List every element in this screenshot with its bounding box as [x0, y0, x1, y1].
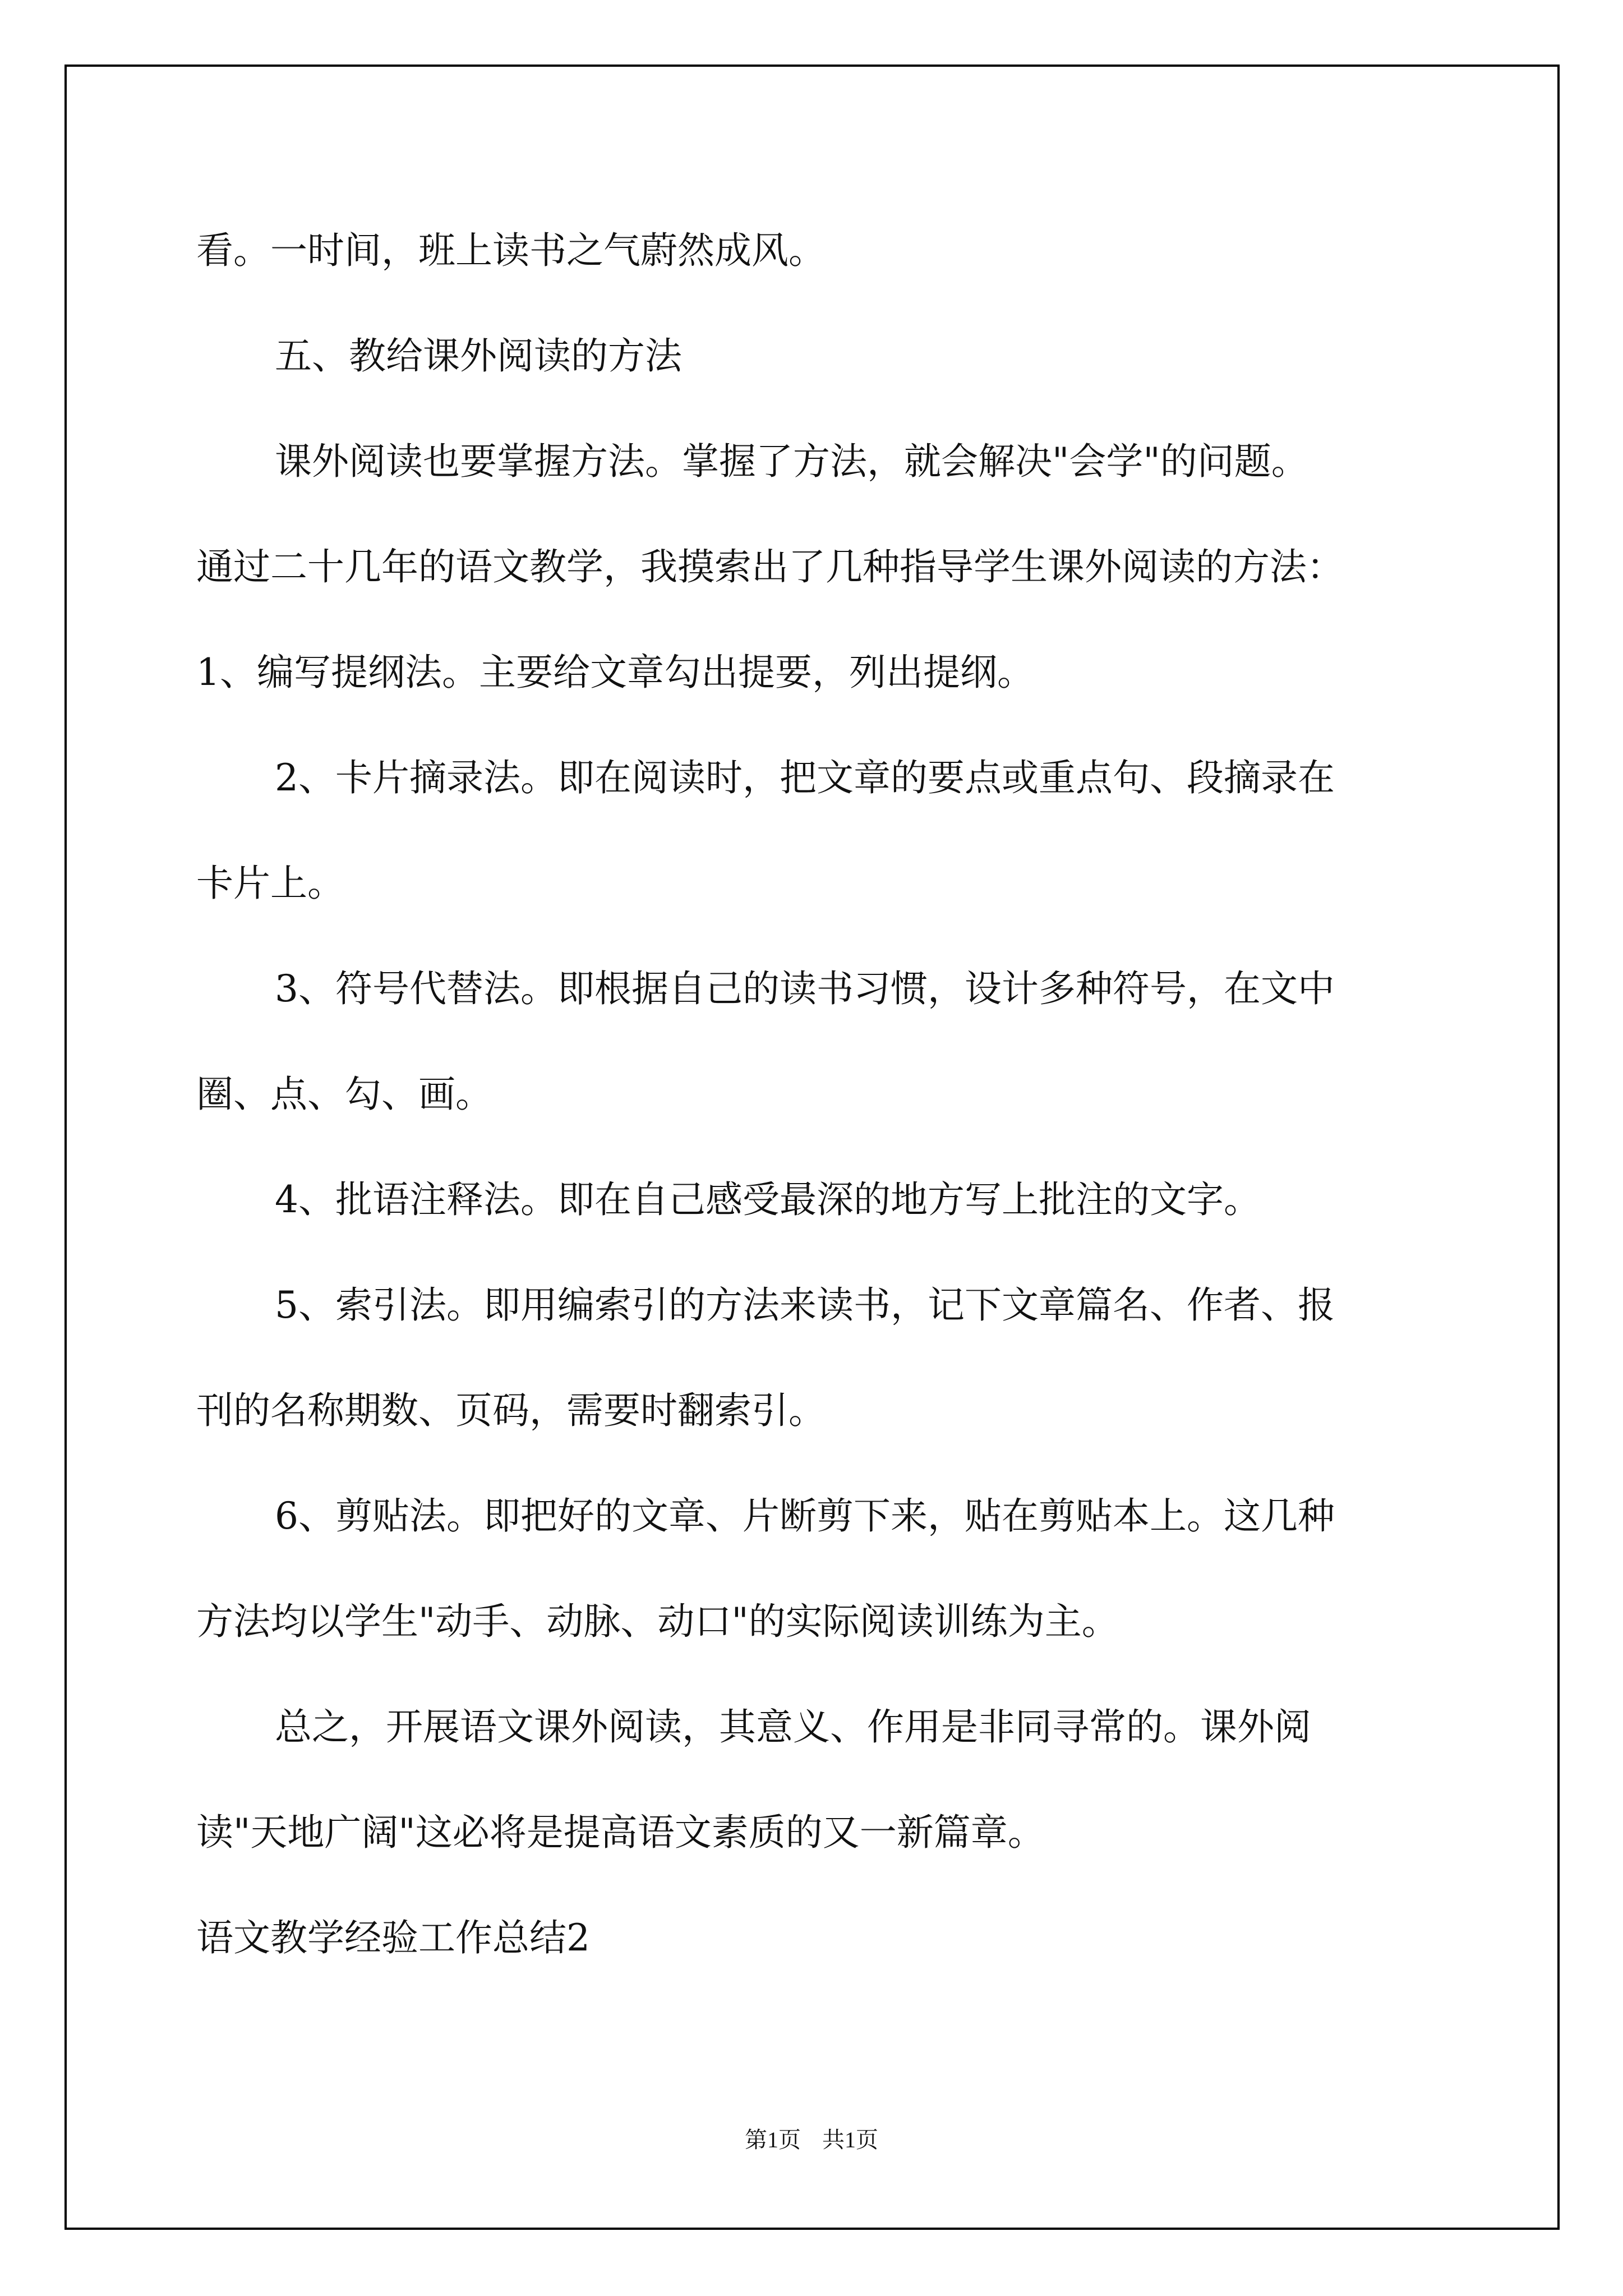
document-title: 语文教学经验工作总结2 [196, 1916, 590, 1959]
paragraph-line: 看。一时间，班上读书之气蔚然成风。 [196, 229, 826, 272]
paragraph-line: 刊的名称期数、页码，需要时翻索引。 [196, 1389, 826, 1432]
paragraph-line: 总之，开展语文课外阅读，其意义、作用是非同寻常的。课外阅 [275, 1705, 1311, 1749]
list-item: 1、编写提纲法。主要给文章勾出提要，列出提纲。 [196, 651, 1034, 694]
list-item: 2、卡片摘录法。即在阅读时，把文章的要点或重点句、段摘录在 [275, 756, 1335, 799]
list-item: 3、符号代替法。即根据自己的读书习惯，设计多种符号，在文中 [275, 967, 1335, 1010]
paragraph-line: 通过二十几年的语文教学，我摸索出了几种指导学生课外阅读的方法： [196, 545, 1344, 588]
paragraph-line: 圈、点、勾、画。 [196, 1073, 492, 1116]
paragraph-line: 方法均以学生"动手、动脉、动口"的实际阅读训练为主。 [196, 1600, 1119, 1643]
list-item: 5、索引法。即用编索引的方法来读书，记下文章篇名、作者、报 [275, 1283, 1335, 1327]
paragraph-line: 课外阅读也要掌握方法。掌握了方法，就会解决"会学"的问题。 [275, 440, 1308, 483]
section-heading: 五、教给课外阅读的方法 [275, 334, 682, 378]
paragraph-line: 卡片上。 [196, 862, 344, 905]
list-item: 4、批语注释法。即在自己感受最深的地方写上批注的文字。 [275, 1178, 1261, 1221]
list-item: 6、剪贴法。即把好的文章、片断剪下来，贴在剪贴本上。这几种 [275, 1494, 1335, 1538]
paragraph-line: 读"天地广阔"这必将是提高语文素质的又一新篇章。 [196, 1811, 1045, 1854]
page-number: 第1页 [745, 2127, 801, 2152]
page-border [64, 65, 1560, 2230]
page-total: 共1页 [822, 2127, 878, 2152]
page-footer [0, 2123, 1623, 2157]
